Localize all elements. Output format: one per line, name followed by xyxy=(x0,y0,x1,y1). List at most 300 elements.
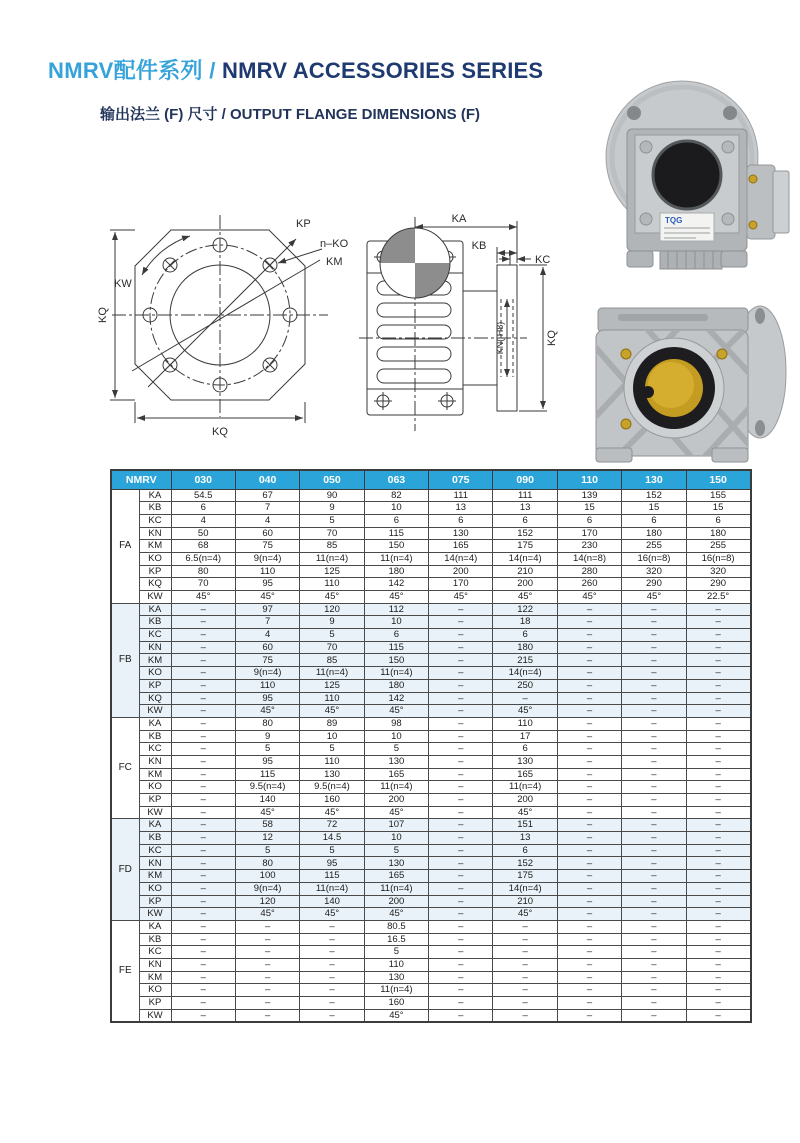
dim-value: – xyxy=(171,895,235,908)
dim-value: – xyxy=(300,946,364,959)
dim-code: KC xyxy=(139,743,171,756)
dim-value: 9(n=4) xyxy=(235,882,299,895)
dim-value: – xyxy=(429,806,493,819)
dim-code: KP xyxy=(139,565,171,578)
dim-value: 80.5 xyxy=(364,920,428,933)
dim-value: 95 xyxy=(235,755,299,768)
dim-value: 6 xyxy=(429,514,493,527)
dim-value: – xyxy=(557,641,621,654)
dim-value: – xyxy=(622,768,686,781)
dim-value: 130 xyxy=(364,755,428,768)
page-title-separator: / xyxy=(202,58,223,83)
dim-value: – xyxy=(429,629,493,642)
dim-value: – xyxy=(622,667,686,680)
dim-code: KP xyxy=(139,794,171,807)
row-FE-KB xyxy=(111,933,751,946)
dim-value: – xyxy=(557,705,621,718)
dim-value: – xyxy=(171,781,235,794)
dim-value: – xyxy=(300,958,364,971)
dim-value: 115 xyxy=(364,641,428,654)
dim-value: – xyxy=(171,679,235,692)
dim-value: 70 xyxy=(300,527,364,540)
dim-value: 6 xyxy=(364,629,428,642)
dim-value: 58 xyxy=(235,819,299,832)
dim-value: 89 xyxy=(300,717,364,730)
dim-value: 180 xyxy=(364,679,428,692)
dim-code: KM xyxy=(139,654,171,667)
column-header-150: 150 xyxy=(686,470,750,489)
column-header-040: 040 xyxy=(235,470,299,489)
dim-code: KA xyxy=(139,489,171,502)
dim-value: – xyxy=(171,667,235,680)
dim-value: – xyxy=(171,908,235,921)
dim-value: – xyxy=(686,832,750,845)
dim-value: – xyxy=(686,743,750,756)
dim-value: – xyxy=(622,819,686,832)
row-FD-KP xyxy=(111,895,751,908)
dim-value: – xyxy=(171,616,235,629)
dim-value: – xyxy=(622,806,686,819)
dim-value: 15 xyxy=(557,502,621,515)
dim-value: 150 xyxy=(364,654,428,667)
row-FB-KB xyxy=(111,616,751,629)
dim-code: KA xyxy=(139,819,171,832)
dim-value: – xyxy=(622,984,686,997)
product-photo-output-bore xyxy=(588,276,800,472)
dim-code: KM xyxy=(139,971,171,984)
dim-value: – xyxy=(686,882,750,895)
dim-code: KO xyxy=(139,984,171,997)
dim-value: 151 xyxy=(493,819,557,832)
dim-value: 200 xyxy=(364,794,428,807)
dim-value: 6 xyxy=(622,514,686,527)
dim-value: 230 xyxy=(557,540,621,553)
label-n-ko: n–KO xyxy=(320,238,349,250)
dim-value: 13 xyxy=(493,832,557,845)
dim-value: 45° xyxy=(300,908,364,921)
dim-value: 16.5 xyxy=(364,933,428,946)
dim-value: 110 xyxy=(300,578,364,591)
dim-value: 11(n=4) xyxy=(493,781,557,794)
dim-value: – xyxy=(686,654,750,667)
dim-value: – xyxy=(429,984,493,997)
row-FE-KN xyxy=(111,958,751,971)
dim-code: KM xyxy=(139,870,171,883)
dim-value: – xyxy=(686,806,750,819)
dim-value: 14(n=4) xyxy=(493,667,557,680)
dim-value: – xyxy=(557,717,621,730)
dim-value: 180 xyxy=(622,527,686,540)
row-FD-KM xyxy=(111,870,751,883)
dim-value: – xyxy=(493,997,557,1010)
dim-value: – xyxy=(171,832,235,845)
dim-value: 165 xyxy=(493,768,557,781)
dim-value: 45° xyxy=(235,908,299,921)
dim-value: 10 xyxy=(300,730,364,743)
dim-value: – xyxy=(171,717,235,730)
dim-value: 95 xyxy=(235,578,299,591)
dim-value: – xyxy=(622,946,686,959)
dim-value: 68 xyxy=(171,540,235,553)
dim-value: – xyxy=(686,958,750,971)
dim-value: – xyxy=(429,882,493,895)
dim-code: KA xyxy=(139,920,171,933)
dim-value: – xyxy=(171,857,235,870)
dim-value: – xyxy=(235,946,299,959)
dim-code: KB xyxy=(139,616,171,629)
dim-value: – xyxy=(429,679,493,692)
dim-value: 215 xyxy=(493,654,557,667)
dim-value: 122 xyxy=(493,603,557,616)
dimensions-table xyxy=(110,469,752,1023)
column-header-063: 063 xyxy=(364,470,428,489)
dim-value: – xyxy=(686,667,750,680)
dim-value: 14(n=4) xyxy=(493,552,557,565)
dim-value: 110 xyxy=(300,692,364,705)
row-FA-KM xyxy=(111,540,751,553)
dim-value: 111 xyxy=(493,489,557,502)
column-header-nmrv: NMRV xyxy=(111,470,171,489)
dim-value: – xyxy=(622,629,686,642)
dim-value: – xyxy=(171,768,235,781)
dim-value: 50 xyxy=(171,527,235,540)
dim-value: – xyxy=(686,692,750,705)
row-FD-KW xyxy=(111,908,751,921)
dim-value: – xyxy=(171,844,235,857)
dim-value: – xyxy=(686,781,750,794)
dim-value: – xyxy=(171,997,235,1010)
dim-value: – xyxy=(622,692,686,705)
dim-code: KP xyxy=(139,895,171,908)
dim-value: – xyxy=(493,946,557,959)
dim-value: 110 xyxy=(235,679,299,692)
dim-value: 130 xyxy=(364,971,428,984)
dim-value: 45° xyxy=(364,1009,428,1022)
dim-value: – xyxy=(300,971,364,984)
dim-value: – xyxy=(557,920,621,933)
dim-value: – xyxy=(429,832,493,845)
dim-value: 130 xyxy=(300,768,364,781)
dim-value: 6 xyxy=(493,629,557,642)
dim-code: KB xyxy=(139,502,171,515)
dim-value: – xyxy=(493,920,557,933)
dim-code: KC xyxy=(139,844,171,857)
dim-value: – xyxy=(429,870,493,883)
label-kq-side: KQ xyxy=(546,330,558,346)
dim-value: 70 xyxy=(171,578,235,591)
dim-value: – xyxy=(686,603,750,616)
dim-value: 107 xyxy=(364,819,428,832)
dim-value: 200 xyxy=(364,895,428,908)
dim-value: 6 xyxy=(493,743,557,756)
dim-value: 45° xyxy=(300,591,364,604)
dim-value: 180 xyxy=(686,527,750,540)
dim-value: – xyxy=(171,629,235,642)
dim-value: – xyxy=(686,679,750,692)
row-FC-KW xyxy=(111,806,751,819)
dim-value: 10 xyxy=(364,832,428,845)
dim-value: 11(n=4) xyxy=(364,781,428,794)
dim-value: – xyxy=(686,920,750,933)
front-view-drawing xyxy=(90,203,375,438)
dim-value: 10 xyxy=(364,616,428,629)
dim-value: 80 xyxy=(235,857,299,870)
dim-code: KN xyxy=(139,641,171,654)
row-FC-KN xyxy=(111,755,751,768)
dim-value: 142 xyxy=(364,578,428,591)
dim-value: – xyxy=(622,705,686,718)
dim-value: 255 xyxy=(622,540,686,553)
dim-value: – xyxy=(686,971,750,984)
dim-value: – xyxy=(557,908,621,921)
dim-value: 11(n=4) xyxy=(364,667,428,680)
dim-code: KW xyxy=(139,591,171,604)
row-FD-KB xyxy=(111,832,751,845)
dim-value: 45° xyxy=(364,806,428,819)
dim-value: 97 xyxy=(235,603,299,616)
dim-value: 320 xyxy=(686,565,750,578)
label-kp: KP xyxy=(296,218,311,230)
dim-value: – xyxy=(557,755,621,768)
dim-value: 130 xyxy=(493,755,557,768)
dim-value: 6.5(n=4) xyxy=(171,552,235,565)
dim-value: – xyxy=(622,895,686,908)
dim-value: – xyxy=(686,946,750,959)
dim-value: 175 xyxy=(493,870,557,883)
dim-code: KW xyxy=(139,705,171,718)
dim-value: 6 xyxy=(493,514,557,527)
dim-value: 115 xyxy=(300,870,364,883)
dim-value: – xyxy=(622,832,686,845)
dim-value: 280 xyxy=(557,565,621,578)
row-FA-KQ xyxy=(111,578,751,591)
dim-value: – xyxy=(557,819,621,832)
dim-value: 98 xyxy=(364,717,428,730)
dim-value: 45° xyxy=(235,806,299,819)
dim-value: 130 xyxy=(364,857,428,870)
dim-value: 120 xyxy=(235,895,299,908)
dim-value: – xyxy=(493,984,557,997)
group-label-FA: FA xyxy=(111,489,139,603)
dim-value: – xyxy=(686,857,750,870)
dim-value: 4 xyxy=(235,629,299,642)
dim-value: – xyxy=(622,616,686,629)
dim-value: – xyxy=(622,603,686,616)
row-FA-KN xyxy=(111,527,751,540)
dim-value: 130 xyxy=(429,527,493,540)
column-header-130: 130 xyxy=(622,470,686,489)
product-photo-flange-view xyxy=(572,73,800,275)
dim-value: – xyxy=(557,958,621,971)
dim-value: – xyxy=(686,984,750,997)
page-title-en: NMRV ACCESSORIES SERIES xyxy=(222,58,544,83)
dim-value: 14(n=4) xyxy=(493,882,557,895)
dim-value: – xyxy=(686,1009,750,1022)
row-FC-KC xyxy=(111,743,751,756)
column-header-090: 090 xyxy=(493,470,557,489)
dim-value: 60 xyxy=(235,527,299,540)
dim-value: 6 xyxy=(557,514,621,527)
dim-value: – xyxy=(686,997,750,1010)
dim-value: 9.5(n=4) xyxy=(235,781,299,794)
dim-value: – xyxy=(557,781,621,794)
column-header-030: 030 xyxy=(171,470,235,489)
dim-value: 9(n=4) xyxy=(235,667,299,680)
dim-value: 125 xyxy=(300,565,364,578)
dim-value: – xyxy=(622,679,686,692)
dim-value: – xyxy=(171,641,235,654)
dim-value: 140 xyxy=(235,794,299,807)
dim-value: – xyxy=(557,730,621,743)
dim-value: 45° xyxy=(364,591,428,604)
dim-code: KN xyxy=(139,527,171,540)
row-FE-KA xyxy=(111,920,751,933)
dim-value: – xyxy=(557,971,621,984)
row-FB-KM xyxy=(111,654,751,667)
dim-value: – xyxy=(429,717,493,730)
dim-value: – xyxy=(429,958,493,971)
dim-value: – xyxy=(429,857,493,870)
dim-value: 72 xyxy=(300,819,364,832)
dim-value: 5 xyxy=(235,844,299,857)
row-FC-KB xyxy=(111,730,751,743)
dim-code: KQ xyxy=(139,578,171,591)
dim-value: – xyxy=(171,806,235,819)
dim-value: 142 xyxy=(364,692,428,705)
row-FE-KC xyxy=(111,946,751,959)
row-FB-KP xyxy=(111,679,751,692)
dim-code: KA xyxy=(139,603,171,616)
dim-value: 60 xyxy=(235,641,299,654)
label-km: KM xyxy=(326,256,343,268)
dim-value: – xyxy=(686,895,750,908)
dim-value: 250 xyxy=(493,679,557,692)
row-FA-KW xyxy=(111,591,751,604)
nameplate-logo: TQG xyxy=(665,216,683,225)
dim-value: 6 xyxy=(493,844,557,857)
dim-value: 45° xyxy=(493,591,557,604)
dim-value: – xyxy=(686,870,750,883)
dim-value: 11(n=4) xyxy=(364,552,428,565)
dim-value: – xyxy=(171,819,235,832)
dim-value: – xyxy=(429,908,493,921)
dim-value: 45° xyxy=(557,591,621,604)
dim-value: – xyxy=(429,705,493,718)
label-kw: KW xyxy=(114,278,132,290)
dim-value: – xyxy=(557,832,621,845)
dim-value: 22.5° xyxy=(686,591,750,604)
dim-value: 115 xyxy=(364,527,428,540)
dim-value: 170 xyxy=(557,527,621,540)
dim-value: 70 xyxy=(300,641,364,654)
dim-value: – xyxy=(686,616,750,629)
keyway xyxy=(642,386,654,398)
dim-value: – xyxy=(171,743,235,756)
dim-code: KO xyxy=(139,781,171,794)
dim-value: 7 xyxy=(235,502,299,515)
dim-value: 260 xyxy=(557,578,621,591)
row-FD-KN xyxy=(111,857,751,870)
dim-value: – xyxy=(429,781,493,794)
dim-value: – xyxy=(686,629,750,642)
dim-value: 210 xyxy=(493,565,557,578)
dim-value: 5 xyxy=(300,629,364,642)
dim-value: – xyxy=(493,692,557,705)
dim-code: KN xyxy=(139,958,171,971)
dim-value: 170 xyxy=(429,578,493,591)
dim-value: – xyxy=(622,717,686,730)
dim-value: 82 xyxy=(364,489,428,502)
dim-value: – xyxy=(300,997,364,1010)
row-FE-KP xyxy=(111,997,751,1010)
dim-value: 45° xyxy=(493,705,557,718)
dim-value: 14(n=4) xyxy=(429,552,493,565)
dim-value: – xyxy=(429,768,493,781)
dim-value: – xyxy=(429,933,493,946)
dim-value: 10 xyxy=(364,502,428,515)
dim-value: 4 xyxy=(235,514,299,527)
row-FE-KW xyxy=(111,1009,751,1022)
dim-value: 5 xyxy=(300,514,364,527)
row-FB-KQ xyxy=(111,692,751,705)
dim-value: 152 xyxy=(493,857,557,870)
row-FB-KA xyxy=(111,603,751,616)
dim-value: – xyxy=(493,958,557,971)
dim-value: – xyxy=(622,743,686,756)
dim-value: – xyxy=(622,730,686,743)
dim-value: – xyxy=(557,844,621,857)
dim-value: – xyxy=(622,794,686,807)
dim-value: – xyxy=(557,997,621,1010)
dim-value: – xyxy=(235,920,299,933)
dim-value: 45° xyxy=(300,806,364,819)
dim-value: 45° xyxy=(235,591,299,604)
dim-value: 165 xyxy=(429,540,493,553)
dim-value: 152 xyxy=(493,527,557,540)
dim-value: – xyxy=(686,794,750,807)
page-title-cn: NMRV配件系列 xyxy=(48,58,203,83)
dim-value: 200 xyxy=(493,578,557,591)
dim-value: 150 xyxy=(364,540,428,553)
dim-value: – xyxy=(622,908,686,921)
dim-value: – xyxy=(235,971,299,984)
dim-code: KQ xyxy=(139,692,171,705)
dim-value: 9(n=4) xyxy=(235,552,299,565)
dim-value: 85 xyxy=(300,540,364,553)
dim-value: 175 xyxy=(493,540,557,553)
label-kq-left: KQ xyxy=(97,307,109,323)
dim-value: – xyxy=(622,641,686,654)
dim-value: – xyxy=(622,654,686,667)
row-FD-KO xyxy=(111,882,751,895)
dim-value: – xyxy=(235,933,299,946)
dim-value: – xyxy=(557,946,621,959)
dim-value: 80 xyxy=(171,565,235,578)
dim-value: 7 xyxy=(235,616,299,629)
row-FA-KO xyxy=(111,552,751,565)
dim-code: KW xyxy=(139,908,171,921)
dim-value: – xyxy=(557,629,621,642)
foot-right xyxy=(712,448,748,462)
dim-value: 9.5(n=4) xyxy=(300,781,364,794)
dim-value: – xyxy=(686,705,750,718)
dim-value: – xyxy=(622,997,686,1010)
dim-value: – xyxy=(429,667,493,680)
dim-value: – xyxy=(493,971,557,984)
dim-value: 110 xyxy=(300,755,364,768)
dim-value: 5 xyxy=(364,844,428,857)
dim-value: – xyxy=(300,1009,364,1022)
